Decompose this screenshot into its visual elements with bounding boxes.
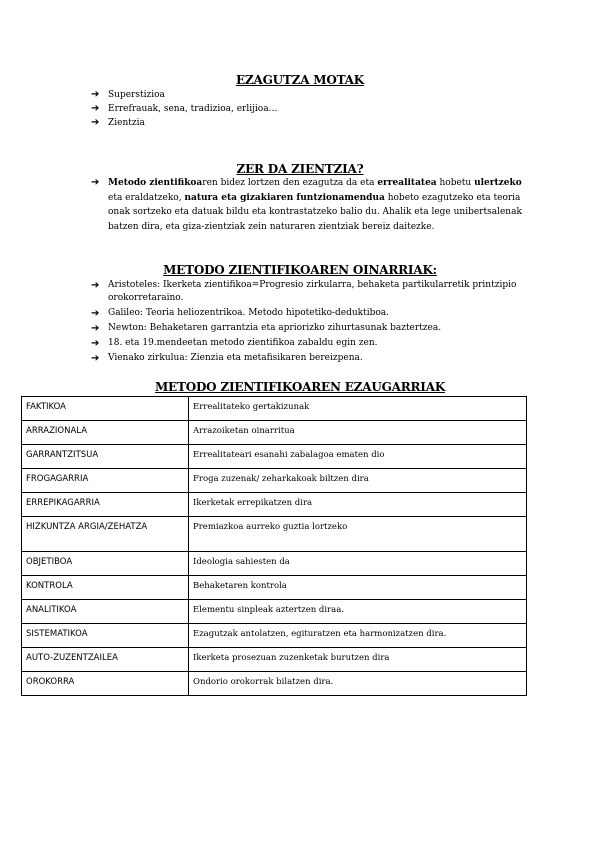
section-title-ezagutza-motak: EZAGUTZA MOTAK [235, 73, 365, 87]
table-row: ERREPIKAGARRIA Ikerketak errepikatzen dira [22, 493, 527, 517]
arrow-bullet-icon: ➔ [91, 89, 100, 100]
arrow-bullet-icon: ➔ [91, 323, 100, 334]
science-definition [91, 176, 531, 234]
characteristics-table [21, 396, 527, 696]
arrow-bullet-icon: ➔ [91, 338, 100, 349]
arrow-bullet-icon: ➔ [91, 353, 100, 364]
table-row: OBJETIBOA Ideologia sahiesten da [22, 552, 527, 576]
section-title-zer-da-zientzia: ZER DA ZIENTZIA? [236, 162, 364, 176]
list-item: ➔ Vienako zirkulua: Zienzia eta metafisikaren bereizpena. [91, 353, 363, 364]
section-title-oinarriak: METODO ZIENTIFIKOAREN OINARRIAK: [163, 263, 437, 277]
table-row: SISTEMATIKOA Ezagutzak antolatzen, egituratzen eta harmonizatzen dira. [22, 624, 527, 648]
knowledge-types-list [91, 88, 531, 130]
arrow-bullet-icon: ➔ [91, 177, 100, 188]
section-title-ezaugarriak: METODO ZIENTIFIKOAREN EZAUGARRIAK [154, 380, 446, 394]
table-row: HIZKUNTZA ARGIA/ZEHATZA Premiazkoa aurreko guztia lortzeko [22, 517, 527, 552]
table-row: KONTROLA Behaketaren kontrola [22, 576, 527, 600]
table-row: FROGAGARRIA Froga zuzenak/ zeharkakoak biltzen dira [22, 469, 527, 493]
arrow-bullet-icon: ➔ [91, 103, 100, 114]
definition-paragraph: ➔ Metodo zientifikoaren bidez lortzen den ezagutza da eta errealitatea hobetu ulertzeko eta eraldatzeko, natura eta gizakiaren funtzionamendua hobeto ezagutzeko eta teoria onak sortzeko eta datuak bildu eta kontrastatzeko balio du. Ahalik eta lege unibertsalenak batzen dira, eta giza-zientziak zein naturaren zientziak bereiz daitezke. [91, 177, 522, 232]
arrow-bullet-icon: ➔ [91, 280, 100, 291]
list-item: ➔ Newton: Behaketaren garrantzia eta apriorizko zihurtasunak baztertzea. [91, 323, 442, 334]
list-item: ➔ Galileo: Teoria heliozentrikoa. Metodo hipotetiko-deduktiboa. [91, 308, 390, 319]
list-item: ➔ Superstizioa [91, 89, 165, 100]
list-item: ➔ Zientzia [91, 117, 145, 128]
list-item: ➔ Aristoteles: Ikerketa zientifikoa=Progresio zirkularra, behaketa partikularretik printzipio orokorretaraino. [91, 280, 517, 303]
table-row: OROKORRA Ondorio orokorrak bilatzen dira. [22, 672, 527, 696]
arrow-bullet-icon: ➔ [91, 117, 100, 128]
table-row: GARRANTZITSUA Errealitateari esanahi zabalagoa ematen dio [22, 445, 527, 469]
arrow-bullet-icon: ➔ [91, 308, 100, 319]
list-item: ➔ 18. eta 19.mendeetan metodo zientifikoa zabaldu egin zen. [91, 338, 378, 349]
table-row: FAKTIKOA Errealitateko gertakizunak [22, 397, 527, 421]
table-row: ARRAZIONALA Arrazoiketan oinarritua [22, 421, 527, 445]
list-item: ➔ Errefrauak, sena, tradizioa, erlijioa… [91, 103, 278, 114]
table-row: ANALITIKOA Elementu sinpleak aztertzen diraa. [22, 600, 527, 624]
method-foundations-list [91, 279, 531, 367]
table-row: AUTO-ZUZENTZAILEA Ikerketa prosezuan zuzenketak burutzen dira [22, 648, 527, 672]
